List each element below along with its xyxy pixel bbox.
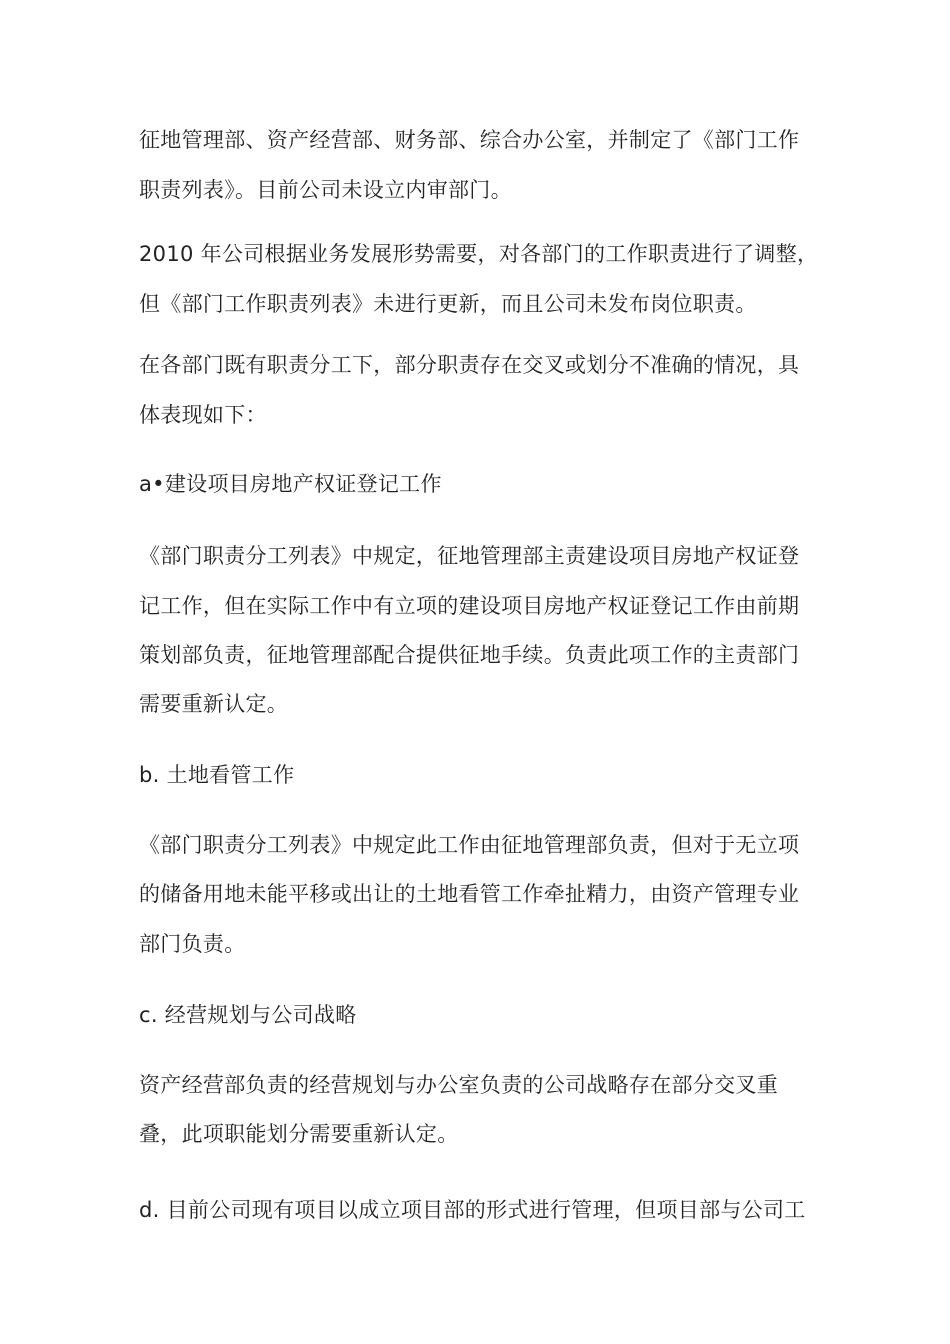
paragraph-b-line-1: 《部门职责分工列表》中规定此工作由征地管理部负责，但对于无立项 (139, 833, 800, 857)
paragraph-3-line-2: 体表现如下： (139, 403, 267, 427)
heading-a: a•建设项目房地产权证登记工作 (139, 472, 442, 496)
paragraph-2-line-1: 2010 年公司根据业务发展形势需要，对各部门的工作职责进行了调整， (139, 242, 819, 266)
paragraph-c-line-2: 叠，此项职能划分需要重新认定。 (139, 1122, 459, 1146)
paragraph-b-line-2: 的储备用地未能平移或出让的土地看管工作牵扯精力，由资产管理专业 (139, 882, 800, 906)
paragraph-c-line-1: 资产经营部负责的经营规划与办公室负责的公司战略存在部分交叉重 (139, 1073, 778, 1097)
paragraph-1-line-1: 征地管理部、资产经营部、财务部、综合办公室，并制定了《部门工作 (139, 128, 800, 152)
paragraph-a-line-3: 策划部负责，征地管理部配合提供征地手续。负责此项工作的主责部门 (139, 643, 800, 667)
paragraph-a-line-1: 《部门职责分工列表》中规定，征地管理部主责建设项目房地产权证登 (139, 544, 800, 568)
heading-b: b. 土地看管工作 (139, 763, 295, 787)
paragraph-2-line-2: 但《部门工作职责列表》未进行更新，而且公司未发布岗位职责。 (139, 292, 757, 316)
paragraph-a-line-2: 记工作，但在实际工作中有立项的建设项目房地产权证登记工作由前期 (139, 594, 800, 618)
paragraph-a-line-4: 需要重新认定。 (139, 692, 289, 716)
paragraph-1-line-2: 职责列表》。目前公司未设立内审部门。 (139, 178, 512, 202)
paragraph-d-line-1: d. 目前公司现有项目以成立项目部的形式进行管理，但项目部与公司工 (139, 1198, 806, 1222)
paragraph-b-line-3: 部门负责。 (139, 932, 246, 956)
heading-c: c. 经营规划与公司战略 (139, 1003, 357, 1027)
paragraph-3-line-1: 在各部门既有职责分工下，部分职责存在交叉或划分不准确的情况，具 (139, 353, 800, 377)
